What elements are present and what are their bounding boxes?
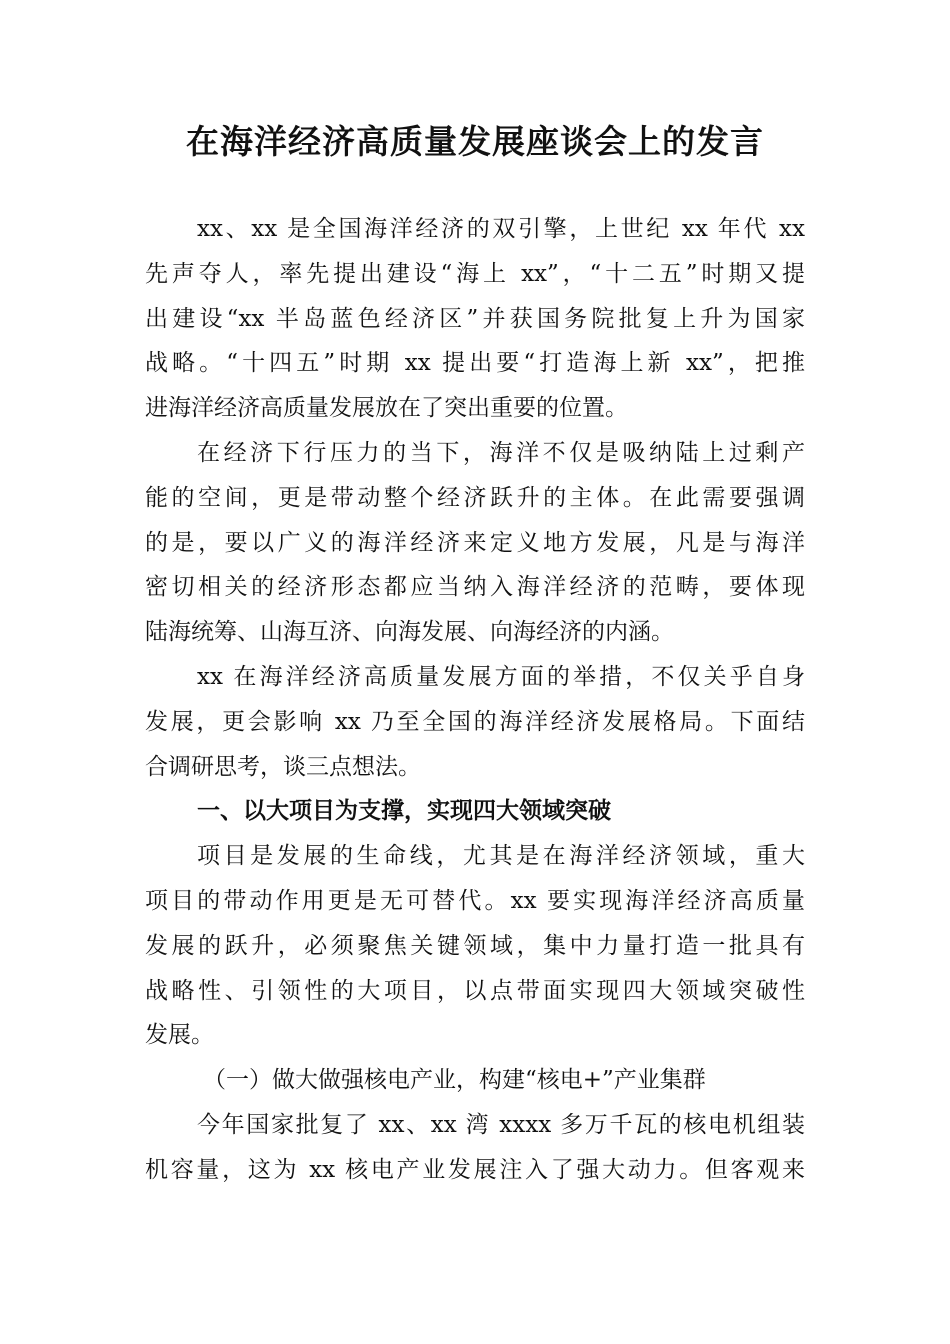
subsection-heading: （一）做大做强核电产业，构建“核电+”产业集群 bbox=[203, 1067, 706, 1094]
document-body bbox=[145, 207, 805, 1193]
paragraph-line: 出建设“xx 半岛蓝色经济区”并获国务院批复上升为国家 bbox=[145, 305, 805, 332]
paragraph-line: 合调研思考，谈三点想法。 bbox=[145, 753, 421, 780]
paragraph-line: 战略性、引领性的大项目，以点带面实现四大领域突破性 bbox=[145, 977, 805, 1004]
paragraph-line: 的是，要以广义的海洋经济来定义地方发展，凡是与海洋 bbox=[145, 529, 805, 556]
paragraph-line: 陆海统筹、山海互济、向海发展、向海经济的内涵。 bbox=[145, 619, 674, 646]
paragraph-line: 机容量，这为 xx 核电产业发展注入了强大动力。但客观来 bbox=[145, 1156, 805, 1183]
paragraph-line: 项目的带动作用更是无可替代。xx 要实现海洋经济高质量 bbox=[145, 887, 805, 914]
paragraph-line: 密切相关的经济形态都应当纳入海洋经济的范畴，要体现 bbox=[145, 574, 805, 601]
paragraph-line: 今年国家批复了 xx、xx 湾 xxxx 多万千瓦的核电机组装 bbox=[197, 1111, 805, 1138]
paragraph-line: 发展，更会影响 xx 乃至全国的海洋经济发展格局。下面结 bbox=[145, 708, 805, 735]
paragraph-line: 先声夺人，率先提出建设“海上 xx”，“十二五”时期又提 bbox=[145, 260, 805, 287]
paragraph-line: 在经济下行压力的当下，海洋不仅是吸纳陆上过剩产 bbox=[197, 439, 805, 466]
paragraph-line: 进海洋经济高质量发展放在了突出重要的位置。 bbox=[145, 395, 628, 422]
paragraph-line: 能的空间，更是带动整个经济跃升的主体。在此需要强调 bbox=[145, 484, 805, 511]
document-title: 在海洋经济高质量发展座谈会上的发言 bbox=[186, 122, 764, 161]
paragraph-line: 发展的跃升，必须聚焦关键领域，集中力量打造一批具有 bbox=[145, 932, 805, 959]
paragraph-line: 战略。“十四五”时期 xx 提出要“打造海上新 xx”，把推 bbox=[145, 350, 805, 377]
paragraph-line: 发展。 bbox=[145, 1022, 214, 1049]
paragraph-line: xx 在海洋经济高质量发展方面的举措，不仅关乎自身 bbox=[197, 663, 805, 690]
paragraph-line: 项目是发展的生命线，尤其是在海洋经济领域，重大 bbox=[197, 843, 805, 870]
paragraph-line: xx、xx 是全国海洋经济的双引擎，上世纪 xx 年代 xx bbox=[197, 216, 805, 242]
section-heading: 一、以大项目为支撑，实现四大领域突破 bbox=[197, 797, 611, 825]
